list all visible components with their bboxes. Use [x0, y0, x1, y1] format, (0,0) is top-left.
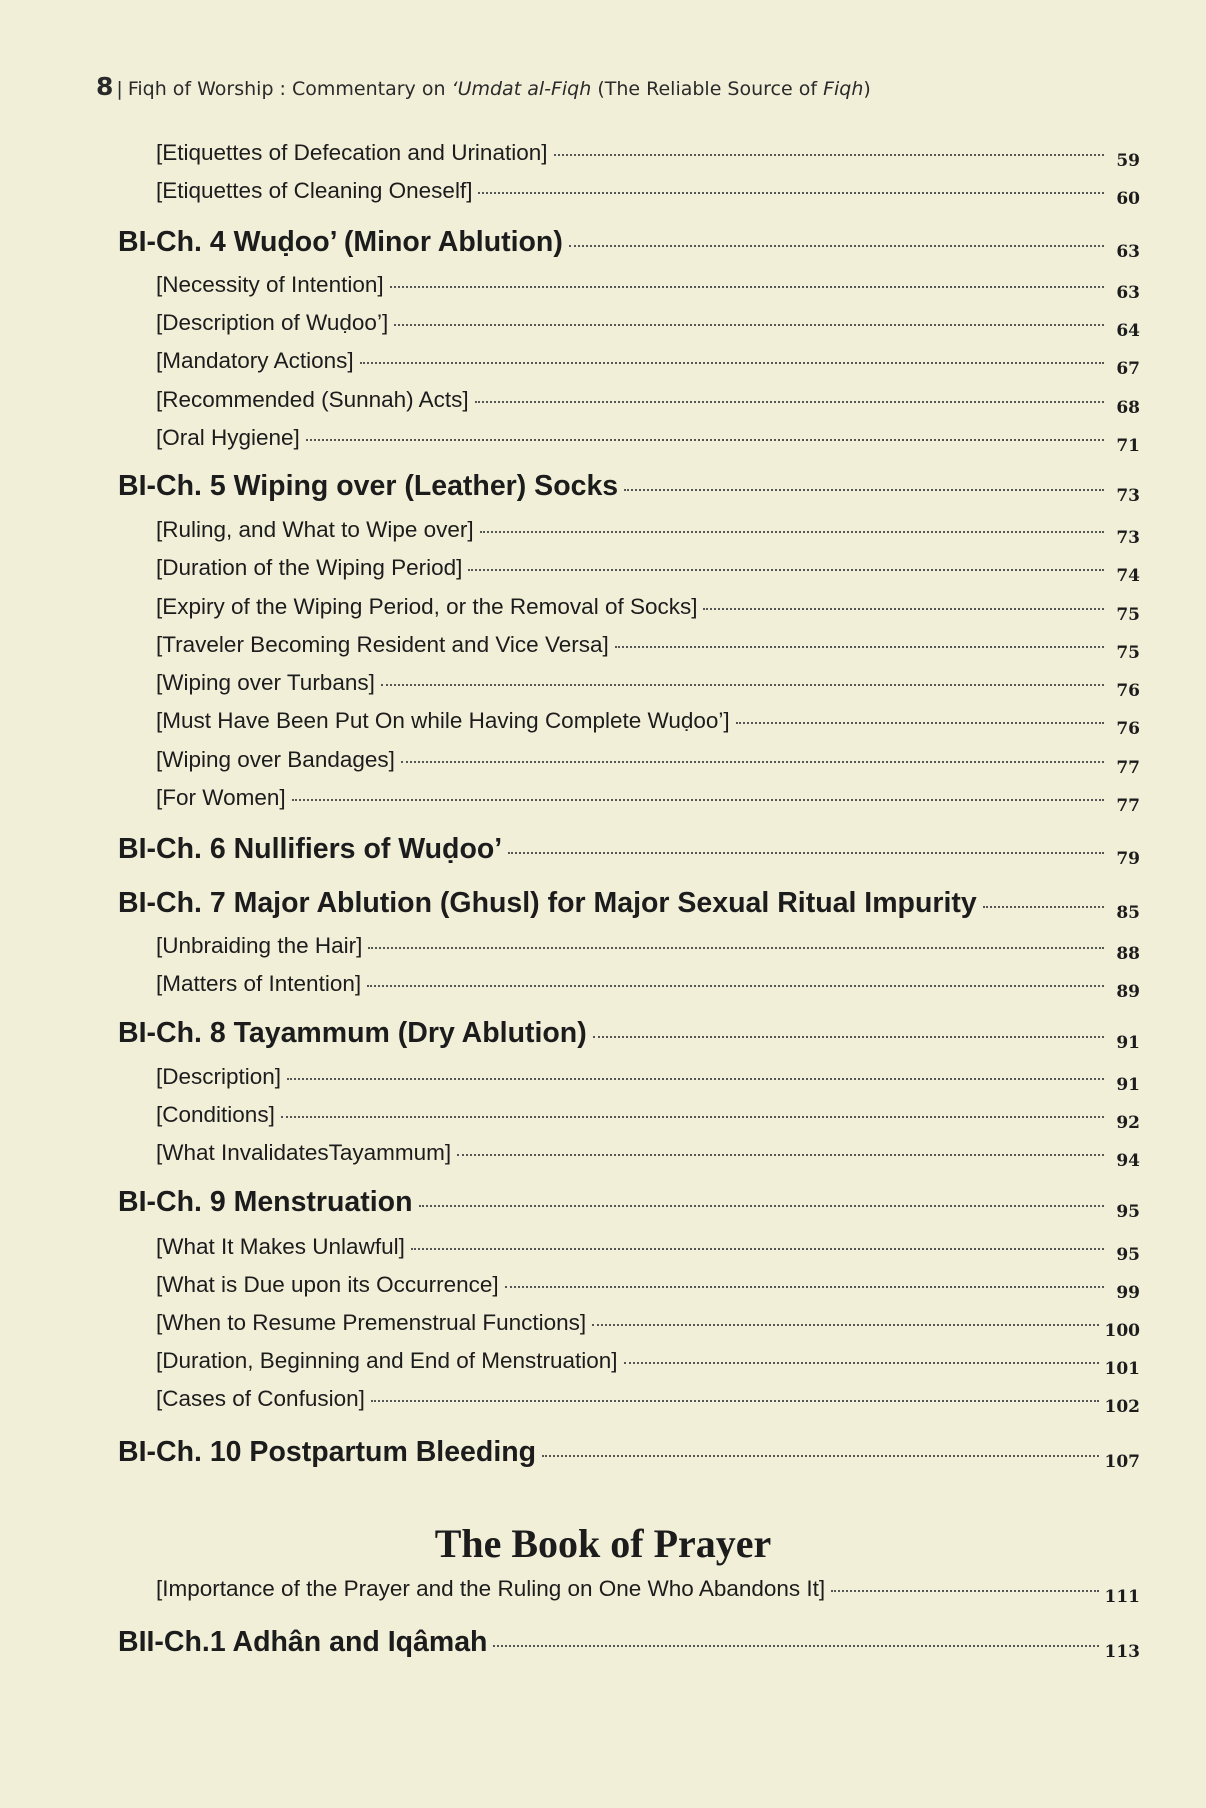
- toc-entry: [156, 1102, 1140, 1142]
- toc-entry-label: [Wiping over Turbans]: [156, 670, 375, 695]
- toc-entry-label: [Description]: [156, 1064, 282, 1089]
- page-number: 8: [96, 72, 114, 101]
- toc-entry-label: BI-Ch. 8 Tayammum (Dry Ablution): [118, 1017, 587, 1049]
- toc-chapter-entry: [118, 1017, 1140, 1057]
- toc-page-number: 107: [1104, 1452, 1140, 1472]
- toc-page-number: 63: [1116, 283, 1140, 303]
- toc-entry-label: [Cases of Confusion]: [156, 1386, 365, 1411]
- toc-entry: [156, 971, 1140, 1011]
- toc-entry-label: BII-Ch.1 Adhân and Iqâmah: [118, 1626, 488, 1658]
- toc-entry-label: [Unbraiding the Hair]: [156, 933, 363, 958]
- toc-entry-label: [Duration of the Wiping Period]: [156, 555, 463, 580]
- toc-entry-label: [Conditions]: [156, 1102, 275, 1127]
- header-title-italic2: Fiqh: [823, 78, 864, 100]
- dot-leader: [554, 154, 1105, 156]
- toc-chapter-entry: [118, 470, 1140, 510]
- toc-entry: [156, 670, 1140, 710]
- toc-page-number: 77: [1116, 758, 1140, 778]
- toc-entry-label: BI-Ch. 6 Nullifiers of Wuḍoo’: [118, 833, 503, 865]
- toc-entry-label: [Description of Wuḍoo’]: [156, 310, 389, 335]
- dot-leader: [831, 1590, 1098, 1592]
- dot-leader: [468, 569, 1104, 571]
- toc-entry-label: [What It Makes Unlawful]: [156, 1234, 405, 1259]
- dot-leader: [360, 362, 1104, 364]
- dot-leader: [624, 489, 1104, 491]
- toc-page-number: 75: [1116, 643, 1140, 663]
- toc-entry-label: [Wiping over Bandages]: [156, 747, 395, 772]
- dot-leader: [475, 401, 1104, 403]
- toc-entry: [156, 348, 1140, 388]
- toc-entry-label: [Matters of Intention]: [156, 971, 362, 996]
- toc-entry: [156, 425, 1140, 465]
- toc-chapter-entry: [118, 887, 1140, 927]
- dot-leader: [615, 646, 1104, 648]
- toc-page-number: 77: [1116, 796, 1140, 816]
- toc-entry: [156, 517, 1140, 557]
- toc-page-number: 95: [1116, 1245, 1140, 1265]
- dot-leader: [381, 684, 1104, 686]
- toc-entry: [156, 1140, 1140, 1180]
- toc-entry-label: [Traveler Becoming Resident and Vice Versa]: [156, 632, 609, 657]
- dot-leader: [593, 1036, 1104, 1038]
- toc-entry-label: [For Women]: [156, 785, 286, 810]
- toc-page-number: 95: [1116, 1202, 1140, 1222]
- toc-entry: [156, 1386, 1140, 1426]
- dot-leader: [703, 608, 1104, 610]
- toc-page-number: 75: [1116, 605, 1140, 625]
- toc-entry-label: BI-Ch. 4 Wuḍoo’ (Minor Ablution): [118, 226, 563, 258]
- toc-entry-label: [Etiquettes of Cleaning Oneself]: [156, 178, 473, 203]
- toc-entry: [156, 1064, 1140, 1104]
- toc-entry: [156, 178, 1140, 218]
- toc-entry-label: [What is Due upon its Occurrence]: [156, 1272, 499, 1297]
- dot-leader: [306, 439, 1104, 441]
- dot-leader: [281, 1116, 1104, 1118]
- toc-entry-label: BI-Ch. 7 Major Ablution (Ghusl) for Major Sexual Ritual Impurity: [118, 887, 977, 919]
- toc-entry-label: [Mandatory Actions]: [156, 348, 354, 373]
- toc-page-number: 113: [1104, 1642, 1140, 1662]
- header-title-mid: (The Reliable Source of: [591, 78, 824, 100]
- toc-chapter-entry: [118, 1436, 1140, 1476]
- header-title-italic: ‘Umdat al-Fiqh: [451, 78, 592, 100]
- toc-page-number: 85: [1116, 903, 1140, 923]
- toc-page-number: 99: [1116, 1283, 1140, 1303]
- dot-leader: [493, 1645, 1098, 1647]
- toc-page-number: 73: [1116, 486, 1140, 506]
- toc-entry: [156, 708, 1140, 748]
- toc-entry-label: [Expiry of the Wiping Period, or the Removal of Socks]: [156, 594, 698, 619]
- dot-leader: [419, 1205, 1104, 1207]
- dot-leader: [367, 985, 1104, 987]
- toc-page-number: 88: [1116, 944, 1140, 964]
- toc-entry-label: [Etiquettes of Defecation and Urination]: [156, 140, 548, 165]
- toc-entry-label: [Duration, Beginning and End of Menstruation]: [156, 1348, 618, 1373]
- toc-entry-label: [Ruling, and What to Wipe over]: [156, 517, 474, 542]
- running-header: [96, 72, 1136, 101]
- toc-entry: [156, 594, 1140, 634]
- toc-chapter-entry: [118, 1186, 1140, 1226]
- toc-page-number: 101: [1104, 1359, 1140, 1379]
- dot-leader: [401, 761, 1104, 763]
- toc-page-number: 74: [1116, 566, 1140, 586]
- toc-page-number: 89: [1116, 982, 1140, 1002]
- toc-page-number: 91: [1116, 1075, 1140, 1095]
- toc-entry: [156, 310, 1140, 350]
- dot-leader: [411, 1248, 1104, 1250]
- toc-chapter-entry: [118, 1626, 1140, 1666]
- toc-entry-label: [When to Resume Premenstrual Functions]: [156, 1310, 587, 1335]
- toc-entry: [156, 933, 1140, 973]
- toc-entry-label: [Necessity of Intention]: [156, 272, 384, 297]
- toc-page-number: 94: [1116, 1151, 1140, 1171]
- toc-page-number: 111: [1104, 1587, 1140, 1607]
- dot-leader: [508, 852, 1104, 854]
- dot-leader: [542, 1455, 1098, 1457]
- toc-entry: [156, 1272, 1140, 1312]
- header-separator: |: [116, 78, 123, 100]
- toc-page-number: 64: [1116, 321, 1140, 341]
- toc-entry: [156, 272, 1140, 312]
- toc-entry: [156, 785, 1140, 825]
- toc-page-number: 102: [1104, 1397, 1140, 1417]
- toc-page-number: 60: [1116, 189, 1140, 209]
- toc-page-number: 100: [1104, 1321, 1140, 1341]
- dot-leader: [390, 286, 1104, 288]
- toc-entry-label: [Must Have Been Put On while Having Complete Wuḍoo’]: [156, 708, 730, 733]
- toc-entry: [156, 1234, 1140, 1274]
- toc-page-number: 76: [1116, 681, 1140, 701]
- dot-leader: [592, 1324, 1098, 1326]
- toc-page-number: 92: [1116, 1113, 1140, 1133]
- toc-entry-label: BI-Ch. 10 Postpartum Bleeding: [118, 1436, 537, 1468]
- toc-entry: [156, 1576, 1140, 1616]
- toc-page-number: 67: [1116, 359, 1140, 379]
- toc-page-number: 68: [1116, 398, 1140, 418]
- dot-leader: [292, 799, 1104, 801]
- dot-leader: [394, 324, 1104, 326]
- dot-leader: [736, 722, 1104, 724]
- toc-chapter-entry: [118, 226, 1140, 266]
- dot-leader: [478, 192, 1104, 194]
- toc-entry: [156, 1310, 1140, 1350]
- dot-leader: [505, 1286, 1104, 1288]
- toc-page-number: 76: [1116, 719, 1140, 739]
- toc-page-number: 73: [1116, 528, 1140, 548]
- toc-entry: [156, 632, 1140, 672]
- toc-page-number: 91: [1116, 1033, 1140, 1053]
- toc-entry: [156, 140, 1140, 180]
- toc-entry-label: [Importance of the Prayer and the Ruling on One Who Abandons It]: [156, 1576, 826, 1601]
- toc-chapter-entry: [118, 833, 1140, 873]
- toc-page-number: 59: [1116, 151, 1140, 171]
- dot-leader: [371, 1400, 1099, 1402]
- toc-entry-label: [Oral Hygiene]: [156, 425, 300, 450]
- dot-leader: [624, 1362, 1099, 1364]
- header-title-suffix: ): [863, 78, 871, 100]
- toc-entry: [156, 555, 1140, 595]
- dot-leader: [368, 947, 1104, 949]
- dot-leader: [569, 245, 1104, 247]
- header-title-prefix: Fiqh of Worship : Commentary on: [127, 78, 452, 100]
- toc-entry-label: BI-Ch. 9 Menstruation: [118, 1186, 413, 1218]
- dot-leader: [457, 1154, 1104, 1156]
- toc-page-number: 71: [1116, 436, 1140, 456]
- toc-entry: [156, 1348, 1140, 1388]
- toc-entry-label: BI-Ch. 5 Wiping over (Leather) Socks: [118, 470, 619, 502]
- toc-page-number: 79: [1116, 849, 1140, 869]
- toc-entry-label: [What InvalidatesTayammum]: [156, 1140, 452, 1165]
- toc-entry: [156, 747, 1140, 787]
- toc-entry-label: [Recommended (Sunnah) Acts]: [156, 387, 469, 412]
- dot-leader: [983, 906, 1104, 908]
- dot-leader: [287, 1078, 1104, 1080]
- toc-entry: [156, 387, 1140, 427]
- dot-leader: [480, 531, 1104, 533]
- book-title: The Book of Prayer: [434, 1521, 772, 1566]
- toc-page-number: 63: [1116, 242, 1140, 262]
